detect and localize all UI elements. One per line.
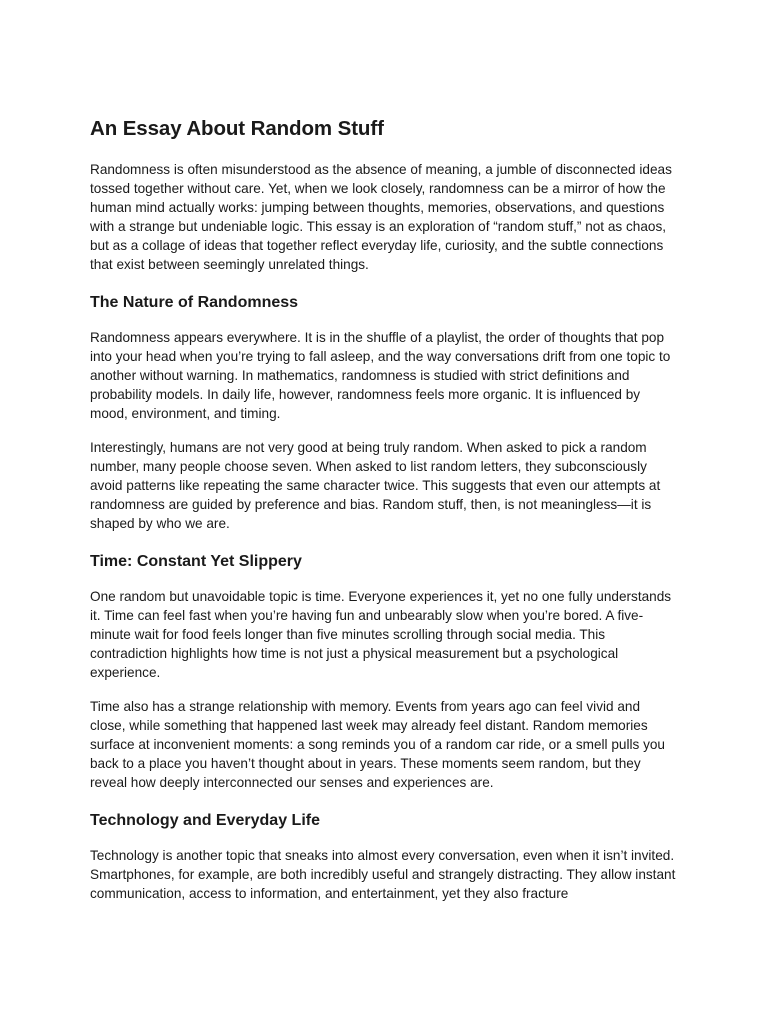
section-paragraph: Randomness appears everywhere. It is in the shuffle of a playlist, the order of thoughts that pop into your head when you’re trying to fall asleep, and the way conversations drift from one topic to another without warning. In mathematics, randomness is studied with strict definitions and probability models. In daily life, however, randomness feels more organic. It is influenced by mood, environment, and timing.	[90, 330, 671, 421]
intro-paragraph: Randomness is often misunderstood as the absence of meaning, a jumble of disconnected ideas tossed together without care. Yet, when we look closely, randomness can be a mirror of how the human mind actually works: jumping between thoughts, memories, observations, and questions with a strange but undeniable logic. This essay is an exploration of “random stuff,” not as chaos, but as a collage of ideas that together reflect everyday life, curiosity, and the subtle connections that exist between seemingly unrelated things.	[90, 162, 672, 272]
section-nature-of-randomness	[90, 292, 676, 533]
section-heading: Technology and Everyday Life	[90, 812, 320, 829]
section-heading: Time: Constant Yet Slippery	[90, 553, 302, 570]
section-paragraph: Interestingly, humans are not very good at being truly random. When asked to pick a random number, many people choose seven. When asked to list random letters, they subconsciously avoid patterns like repeating the same character twice. This suggests that even our attempts at randomness are guided by preference and bias. Random stuff, then, is not meaningless—it is shaped by who we are.	[90, 440, 661, 531]
section-paragraph: Time also has a strange relationship with memory. Events from years ago can feel vivid and close, while something that happened last week may already feel distant. Random memories surface at inconvenient moments: a song reminds you of a random car ride, or a smell pulls you back to a place you haven’t thought about in years. These moments seem random, but they reveal how deeply interconnected our senses and experiences are.	[90, 699, 665, 790]
section-heading: The Nature of Randomness	[90, 294, 299, 311]
section-technology	[90, 810, 676, 903]
document-title: An Essay About Random Stuff	[90, 117, 384, 140]
section-time	[90, 551, 676, 792]
section-paragraph: One random but unavoidable topic is time. Everyone experiences it, yet no one fully understands it. Time can feel fast when you’re having fun and unbearably slow when you’re bored. A five-minute wait for food feels longer than five minutes scrolling through social media. This contradiction highlights how time is not just a physical measurement but a psychological experience.	[90, 589, 672, 680]
section-paragraph: Technology is another topic that sneaks into almost every conversation, even when it isn’t invited. Smartphones, for example, are both incredibly useful and strangely distracting. They allow instant communication, access to information, and entertainment, yet they also fracture	[90, 848, 676, 901]
document-page	[90, 114, 676, 918]
